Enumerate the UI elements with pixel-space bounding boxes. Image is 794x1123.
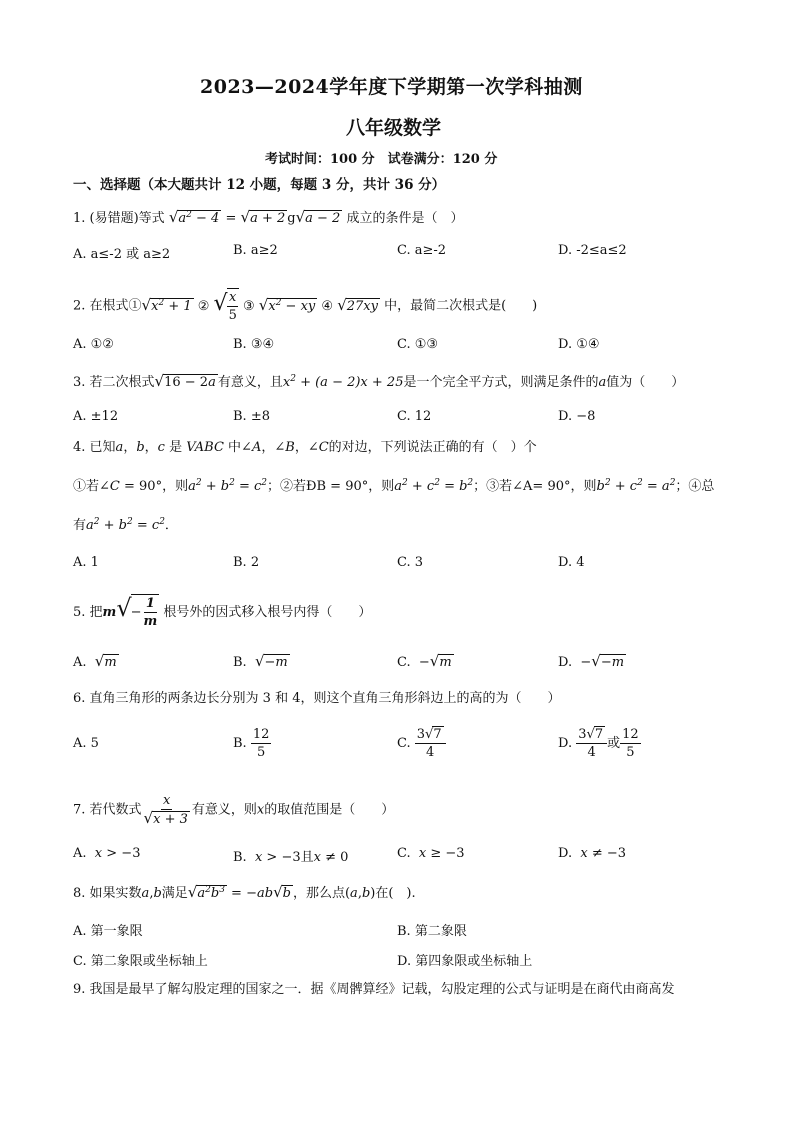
- q8-formula: $√a^2b^3 = -ab√b$: [187, 883, 291, 901]
- q3-option-d[interactable]: D. −8: [558, 409, 596, 424]
- q7-option-a[interactable]: A. x > −3: [73, 846, 141, 861]
- q5-option-d-label: D.: [558, 655, 573, 670]
- exam-subtitle: 八年级数学: [346, 117, 442, 139]
- question-9: 9. 我国是最早了解勾股定理的国家之一．据《周髀算经》记载，勾股定理的公式与证明是在商代由商高发: [73, 982, 675, 997]
- q7-option-b-label: B.: [233, 850, 247, 865]
- section-heading: 一、选择题（本大题共计 12 小题，每题 3 分，共计 36 分）: [73, 177, 446, 193]
- q5-formula: m: [102, 605, 117, 620]
- q7-option-c[interactable]: C. x ≥ −3: [397, 846, 465, 861]
- q7-end: 的取值范围是（ ）: [264, 802, 395, 818]
- q4-statements: ①若∠C = 90°，则$a^2 + b^2 = c^2$；②若ÐB = 90°，则$a^2 + c^2 = b^2$；③若∠A= 90°，则$b^2 + c^2 = a^2$；④总: [73, 478, 715, 494]
- q2-option-d[interactable]: D. ①④: [558, 337, 600, 352]
- question-5: 5. 把m√− $\frac{1}{m}$ 根号外的因式移入根号内得（ ）: [73, 594, 372, 629]
- q1-option-d[interactable]: D. -2≤a≤2: [558, 243, 627, 258]
- q6-option-c[interactable]: C. $\frac{3√7}{4}$: [397, 726, 446, 761]
- q4-option-b[interactable]: B. 2: [233, 555, 260, 570]
- q7-option-a-label: A.: [73, 846, 87, 861]
- q5-option-c[interactable]: C. −√m: [397, 652, 452, 670]
- question-2: [73, 288, 537, 324]
- question-4: 4. 已知a，b，c 是 VABC 中∠A，∠B，∠C的对边，下列说法正确的有（ ）个: [73, 440, 537, 455]
- q7-option-d-label: D.: [558, 846, 573, 861]
- question-7: 7. 若代数式 $\frac{x}{√x + 3}$ 有意义，则x的取值范围是（ ）: [73, 793, 395, 827]
- q8-middle: 满足: [161, 886, 188, 901]
- q4-option-d[interactable]: D. 4: [558, 555, 585, 570]
- q7-option-c-label: C.: [397, 846, 411, 861]
- q2-option-b[interactable]: B. ③④: [233, 337, 275, 352]
- q8-option-c[interactable]: C. 第二象限或坐标轴上: [73, 954, 208, 969]
- q2-option-c[interactable]: C. ①③: [397, 337, 439, 352]
- q2-prefix: 2. 在根式①: [73, 298, 142, 314]
- q6-option-a[interactable]: A. 5: [73, 736, 99, 751]
- q1-option-c[interactable]: C. a≥-2: [397, 243, 447, 258]
- exam-info: 考试时间：100 分 试卷满分：120 分: [265, 152, 498, 167]
- question-1: [73, 207, 463, 229]
- q7-fraction: $\frac{x}{√x + 3}$: [143, 793, 188, 827]
- q7-suffix: 有意义，则: [191, 802, 257, 818]
- q6-option-b-label: B.: [233, 736, 247, 751]
- q5-prefix: 5. 把: [73, 605, 103, 620]
- q4-option-a[interactable]: A. 1: [73, 555, 99, 570]
- q3-prefix: 3. 若二次根式: [73, 375, 155, 390]
- q4-option-c[interactable]: C. 3: [397, 555, 424, 570]
- q5-suffix: 根号外的因式移入根号内得（ ）: [163, 605, 372, 620]
- exam-title: 2023—2024学年度下学期第一次学科抽测: [200, 76, 583, 98]
- q1-suffix: 成立的条件是（ ）: [346, 211, 464, 226]
- q5-option-a-label: A.: [73, 655, 87, 670]
- q3-end: 值为（ ）: [606, 375, 685, 390]
- q3-suffix: 是一个完全平方式，则满足条件的: [403, 375, 599, 390]
- q5-option-b-label: B.: [233, 655, 247, 670]
- q2-suffix: 中，最简二次根式是( ): [384, 298, 538, 314]
- q8-option-a[interactable]: A. 第一象限: [73, 924, 143, 939]
- q4-statement-4: ；④总: [675, 479, 715, 494]
- q4-statement-3: ；③若∠A= 90°，则: [473, 479, 597, 494]
- q7-option-d[interactable]: D. x ≠ −3: [558, 846, 627, 861]
- q4-statement-4b: 有: [73, 518, 87, 533]
- q6-option-d-label: D.: [558, 736, 573, 751]
- q8-suffix: ，那么点: [292, 886, 345, 901]
- q4-statement-1a: ①若: [73, 479, 100, 494]
- q8-prefix: 8. 如果实数: [73, 886, 142, 901]
- q3-option-a[interactable]: A. ±12: [73, 409, 119, 424]
- q8-end: 在( ).: [375, 886, 416, 901]
- q2-option-a[interactable]: A. ①②: [73, 337, 114, 352]
- q8-option-d[interactable]: D. 第四象限或坐标轴上: [397, 954, 533, 969]
- q5-option-d[interactable]: D. −√−m: [558, 652, 625, 670]
- q1-option-a[interactable]: A. a≤-2 或 a≥2: [73, 247, 171, 262]
- q1-formula: $√a^2 - 4 = √a + 2$ g√a − 2: [168, 208, 341, 226]
- q3-polynomial: $x^2 + (a - 2)x + 25$: [282, 374, 404, 390]
- q7-option-b[interactable]: B. x > −3且x ≠ 0: [233, 850, 349, 865]
- q8-option-b[interactable]: B. 第二象限: [397, 924, 467, 939]
- q5-option-c-label: C.: [397, 655, 411, 670]
- question-6: 6. 直角三角形的两条边长分别为 3 和 4，则这个直角三角形斜边上的高的为（ ）: [73, 691, 561, 706]
- q3-option-b[interactable]: B. ±8: [233, 409, 270, 424]
- q5-option-b[interactable]: B. √−m: [233, 652, 288, 670]
- q6-option-c-label: C.: [397, 736, 411, 751]
- q6-option-b[interactable]: B. $\frac{12}{5}$: [233, 727, 270, 760]
- q3-radical: √16 − 2a: [154, 372, 216, 390]
- q4-text-4: 的对边，下列说法正确的有（ ）个: [328, 440, 537, 455]
- q6-option-d[interactable]: D. $\frac{3√7}{4}$ 或 $\frac{12}{5}$: [558, 727, 639, 760]
- q4-text-3: 中: [228, 440, 242, 455]
- q4-statement-1b: ，则: [162, 479, 189, 494]
- q4-text-1: 4. 已知: [73, 440, 116, 455]
- q7-and: 且: [300, 850, 314, 865]
- q1-option-b[interactable]: B. a≥2: [233, 243, 278, 258]
- q3-option-c[interactable]: C. 12: [397, 409, 432, 424]
- q7-prefix: 7. 若代数式: [73, 802, 142, 818]
- q5-option-a[interactable]: A. √m: [73, 652, 117, 670]
- q4-statement-2: ；②若ÐB = 90°，则: [267, 479, 395, 494]
- q4-text-2: 是: [169, 440, 183, 455]
- question-3: 3. 若二次根式√16 − 2a 有意义，且$x^2 + (a - 2)x + 25$是一个完全平方式，则满足条件的a值为（ ）: [73, 372, 685, 390]
- q1-prefix: 1. (易错题)等式: [73, 211, 165, 226]
- question-8: 8. 如果实数a,b满足$√a^2b^3 = -ab√b$ ，那么点(a,b)在( ).: [73, 883, 416, 901]
- q4-line-3: 有$a^2 + b^2 = c^2$．: [73, 517, 178, 533]
- q3-middle: 有意义，且: [217, 375, 283, 390]
- q6-or: 或: [607, 736, 621, 751]
- q2-formula: $√x^2 + 1$ ② √ $\frac{x}{5}$ ③ $√x^2$ − xy ④ √27xy: [141, 290, 378, 323]
